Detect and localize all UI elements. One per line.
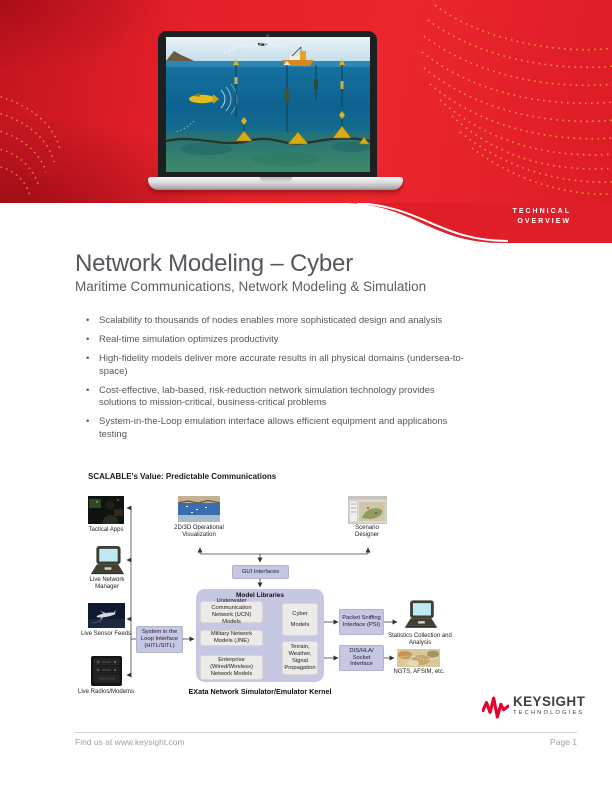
bullet-item: • System-in-the-Loop emulation interface allows efficient equipment and applications testing (86, 416, 472, 441)
laptop-base-notch (260, 177, 292, 182)
footer-rule (75, 732, 577, 733)
live-network-manager-laptop-icon (89, 546, 126, 576)
technical-overview-badge (513, 207, 571, 227)
gui-interfaces-box: GUI Interfaces (232, 565, 289, 579)
feature-bullets (86, 315, 472, 448)
caption-statistics-collection: Statistics Collection and Analysis (388, 633, 452, 646)
page-subtitle: Maritime Communications, Network Modeling & Simulation (75, 279, 427, 294)
operational-visualization-image (178, 496, 220, 522)
badge-line-1: TECHNICAL (512, 208, 571, 215)
dis-hla-socket-interface-box: DIS/HLA/ Socket Interface (339, 645, 384, 671)
scenario-designer-image (348, 496, 387, 524)
model-box-ucn: Underwater Communication Network (UCN) Models (200, 601, 263, 623)
laptop-screen-image (166, 37, 370, 172)
bullet-item: • Real-time simulation optimizes productivity (86, 334, 472, 347)
bullet-item: • High-fidelity models deliver more accurate results in all physical domains (undersea-to-space) (86, 353, 472, 378)
maritime-scene-illustration (166, 37, 370, 172)
footer-website-link[interactable]: Find us at www.keysight.com (75, 737, 185, 747)
model-box-jne: Military Network Models (JNE) (200, 630, 263, 646)
badge-line-2: OVERVIEW (517, 218, 571, 225)
bullet-item: • Cost-effective, lab-based, risk-reduction network simulation technology provides solutions to mission-critical, business-critical problems (86, 385, 472, 410)
model-box-enterprise: Enterprise (Wired/Wireless) Network Models (200, 655, 263, 680)
diagram-title: SCALABLE's Value: Predictable Communications (88, 472, 277, 481)
caption-live-network-manager: Live Network Manager (89, 577, 125, 590)
ngts-afsim-image (397, 649, 440, 667)
caption-live-sensor-feeds: Live Sensor Feeds (80, 631, 132, 637)
model-box-cyber: Cyber Models (282, 603, 318, 636)
page-number: Page 1 (550, 737, 577, 747)
caption-tactical-apps: Tactical Apps (88, 527, 124, 533)
model-libraries-title: Model Libraries (235, 592, 285, 599)
live-radios-modems-image (91, 656, 122, 686)
tactical-apps-image (88, 496, 124, 524)
bullet-item: • Scalability to thousands of nodes enables more sophisticated design and analysis (86, 315, 472, 328)
packet-sniffing-interface-box: Packet Sniffing Interface (PSI) (339, 609, 384, 635)
keysight-waveform-icon (482, 695, 509, 720)
logo-brand-name: KEYSIGHT (513, 694, 586, 709)
caption-live-radios-modems: Live Radios/Modems (77, 689, 135, 695)
system-in-the-loop-box: System in the Loop Interface (HITL/SITL) (136, 626, 183, 653)
caption-scenario-designer: Scenario Designer (354, 525, 379, 538)
laptop-base (148, 177, 403, 190)
live-sensor-feeds-image (88, 603, 125, 628)
kernel-label: EXata Network Simulator/Emulator Kernel (188, 687, 332, 696)
caption-operational-visualization: 2D/3D Operational Visualization (174, 525, 224, 538)
caption-ngts-afsim: NGTS, AFSIM, etc. (393, 669, 445, 675)
page-title: Network Modeling – Cyber (75, 250, 353, 277)
model-box-terrain: Terrain, Weather, Signal Propagation (282, 641, 318, 675)
keysight-logo (482, 695, 585, 720)
logo-brand-sub: TECHNOLOGIES (513, 709, 585, 716)
statistics-laptop-icon (403, 600, 439, 630)
